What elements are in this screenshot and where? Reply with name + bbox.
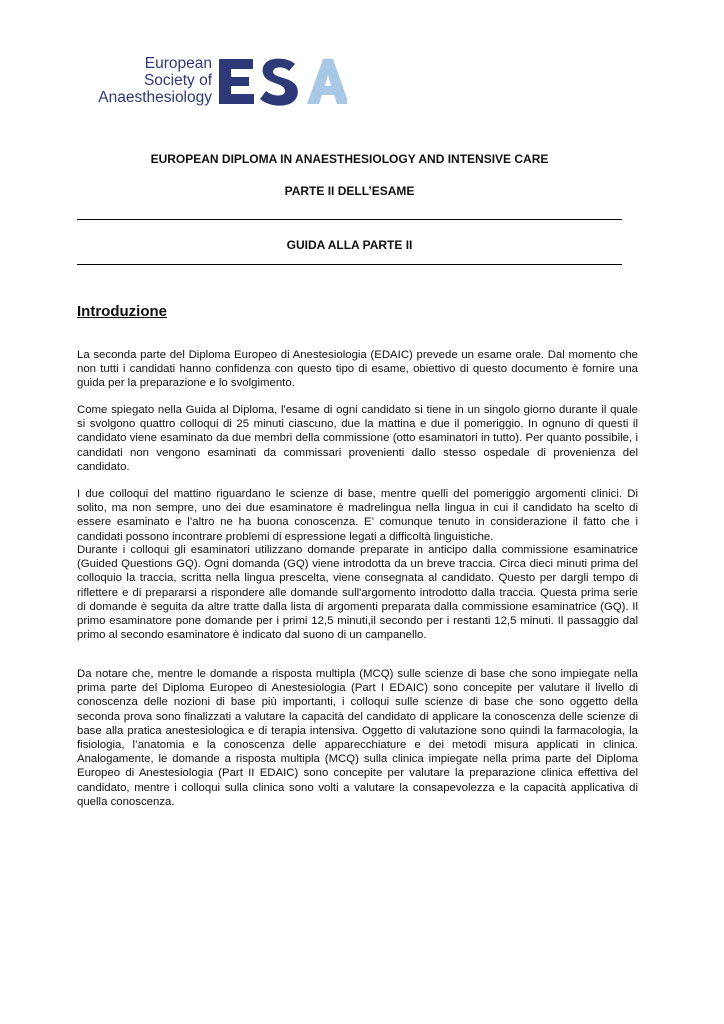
- logo-line-1: European: [144, 55, 212, 72]
- diploma-title: EUROPEAN DIPLOMA IN ANAESTHESIOLOGY AND INTENSIVE CARE: [150, 152, 549, 166]
- logo-letter-e: [219, 59, 254, 104]
- logo-org-name: [77, 55, 212, 106]
- exam-part-title: PARTE II DELL’ESAME: [284, 184, 415, 198]
- divider-top: [77, 219, 622, 220]
- paragraph-5: Da notare che, mentre le domande a risposta multipla (MCQ) sulle scienze di base che sono impiegate nella prima parte del Diploma Europeo di Anestesiologia (Part I EDAIC) sono concepite per valutare il livello di conoscenza delle nozioni di base più importanti, i colloqui sulle scienze di base che sono oggetto della seconda prova sono finalizzati a valutare la capacità del candidato di applicare la conoscenza delle scienze di base alla pratica anestesiologica e di terapia intensiva. Oggetto di valutazione sono quindi la farmacologia, la fisiologia, l’anatomia e la conoscenza delle apparecchiature e dei metodi misura applicati in clinica. Analogamente, le domande a risposta multipla (MCQ) sulla clinica impiegate nella prima parte del Diploma Europeo di Anestesiologia (Part II EDAIC) sono concepite per valutare la preparazione clinica effettiva del candidato, mentre i colloqui sulla clinica sono volti a valutare la consapevolezza e la capacità applicativa di quella conoscenza.: [77, 668, 638, 808]
- paragraph-2: Come spiegato nella Guida al Diploma, l'esame di ogni candidato si tiene in un singolo giorno durante il quale si svolgono quattro colloqui di 25 minuti ciascuno, due la mattina e due il pomeriggio. In ognuno di questi il candidato viene esaminato da due membri della commissione (otto esaminatori in tutto). Per quanto possibile, i candidati non vengono esaminati da commissari provenienti dallo stesso ospedale di provenienza del candidato.: [77, 404, 638, 473]
- section-heading: Introduzione: [77, 303, 167, 320]
- guide-title: GUIDA ALLA PARTE II: [286, 238, 413, 252]
- paragraph-1: La seconda parte del Diploma Europeo di Anestesiologia (EDAIC) prevede un esame orale. Dal momento che non tutti i candidati hanno confidenza con questo tipo di esame, obiettivo di questo documento è fornire una guida per la preparazione e lo svolgimento.: [77, 349, 638, 390]
- paragraph-4: Durante i colloqui gli esaminatori utilizzano domande preparate in anticipo dalla commissione esaminatrice (Guided Questions GQ). Ogni domanda (GQ) viene introdotta da un breve traccia. Circa dieci minuti prima del colloquio la traccia, scritta nella lingua prescelta, viene consegnata al candidato. Questo per dargli tempo di riflettere e di prepararsi a rispondere alle domande sull'argomento introdotto dalla traccia. Questa prima serie di domande è seguita da altre tratte dalla lista di argomenti preparata dalla commissione esaminatrice (GQ). Il primo esaminatore pone domande per i primi 12,5 minuti,il secondo per i restanti 12,5 minuti. Il passaggio dal primo al secondo esaminatore è indicato dal suono di un campanello.: [77, 544, 638, 642]
- esa-logo: [77, 55, 347, 107]
- divider-bottom: [77, 264, 622, 265]
- esa-acronym-logo: [217, 55, 347, 107]
- paragraph-3: I due colloqui del mattino riguardano le scienze di base, mentre quelli del pomeriggio argomenti clinici. Di solito, ma non sempre, uno dei due esaminatore è madrelingua nella lingua in cui il candidato ha scelto di essere esaminato e l’altro ne ha buona conoscenza. E’ comunque tenuto in considerazione il fatto che i candidati possono incontrare problemi di espressione legati a difficoltà linguistiche.: [77, 488, 638, 543]
- logo-line-2: Society of: [143, 72, 212, 89]
- logo-letter-s: [260, 59, 298, 106]
- logo-letter-a: [307, 59, 347, 104]
- logo-line-3: Anaesthesiology: [98, 89, 212, 106]
